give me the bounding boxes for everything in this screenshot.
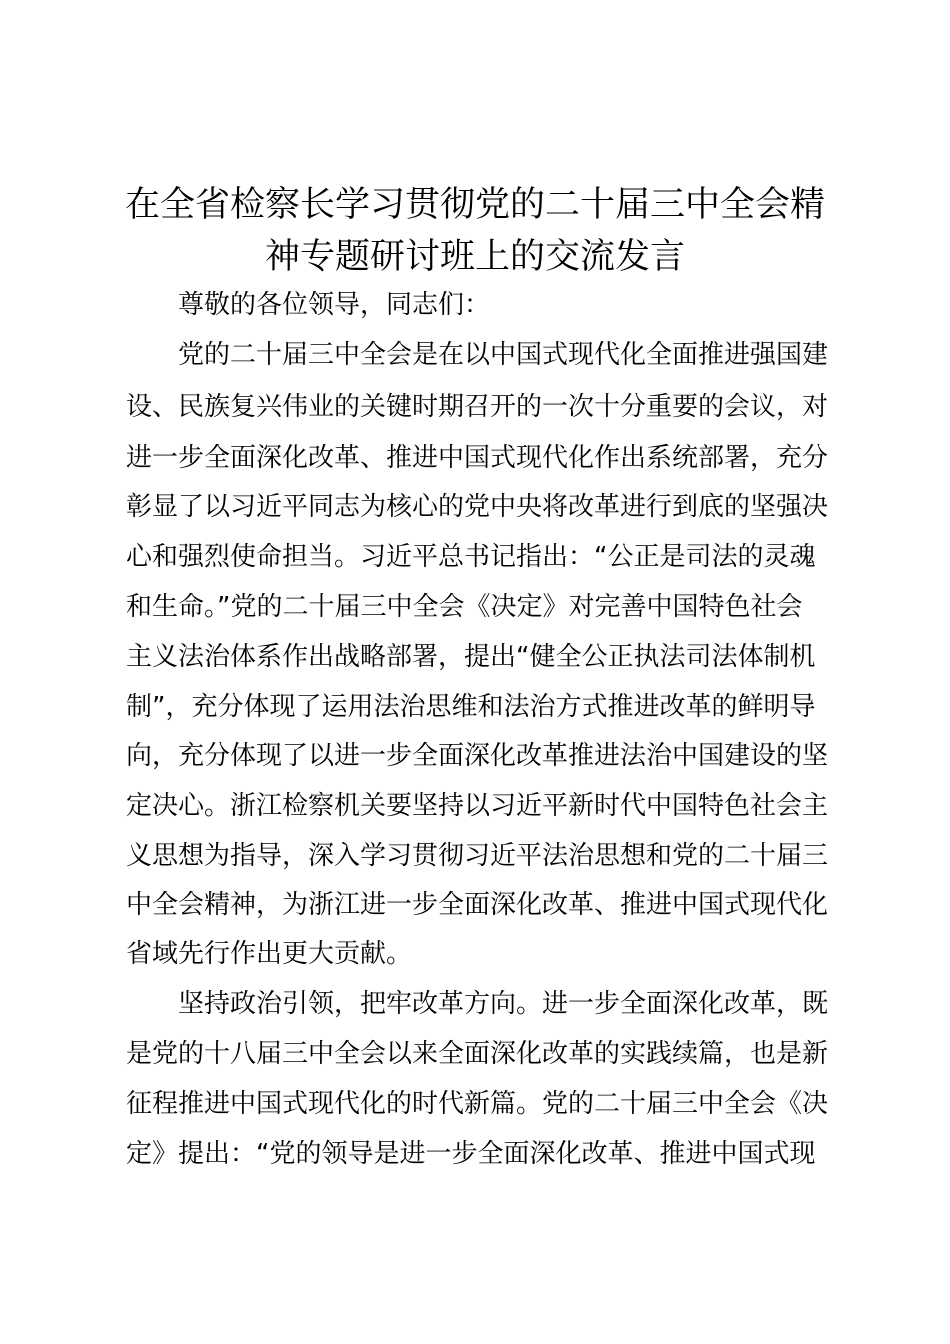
- paragraph-1-line: 党的二十届三中全会是在以中国式现代化全面推进强国建: [178, 340, 829, 370]
- paragraph-1-line: 定决心。浙江检察机关要坚持以习近平新时代中国特色社会主: [126, 791, 829, 821]
- document-title-line-2: 神专题研讨班上的交流发言: [264, 237, 685, 277]
- salutation: 尊敬的各位领导，同志们：: [178, 290, 491, 320]
- paragraph-1-line: 主义法治体系作出战略部署，提出“健全公正执法司法体制机: [126, 642, 816, 672]
- paragraph-1-line: 进一步全面深化改革、推进中国式现代化作出系统部署，充分: [126, 443, 829, 473]
- paragraph-1-line: 义思想为指导，深入学习贯彻习近平法治思想和党的二十届三: [126, 841, 829, 871]
- paragraph-1-line: 和生命。”党的二十届三中全会《决定》对完善中国特色社会: [126, 592, 803, 622]
- paragraph-2-line: 定》提出：“党的领导是进一步全面深化改革、推进中国式现: [126, 1139, 816, 1169]
- paragraph-2-line: 是党的十八届三中全会以来全面深化改革的实践续篇，也是新: [126, 1039, 829, 1069]
- paragraph-1-line: 省域先行作出更大贡献。: [126, 939, 413, 969]
- paragraph-1-line: 中全会精神，为浙江进一步全面深化改革、推进中国式现代化: [126, 890, 829, 920]
- paragraph-1-line: 心和强烈使命担当。习近平总书记指出：“公正是司法的灵魂: [126, 542, 816, 572]
- paragraph-1-line: 制”，充分体现了运用法治思维和法治方式推进改革的鲜明导: [126, 692, 816, 722]
- paragraph-2-line: 坚持政治引领，把牢改革方向。进一步全面深化改革，既: [178, 989, 829, 1019]
- paragraph-1-line: 设、民族复兴伟业的关键时期召开的一次十分重要的会议，对: [126, 392, 829, 422]
- paragraph-1-line: 彰显了以习近平同志为核心的党中央将改革进行到底的坚强决: [126, 492, 829, 522]
- paragraph-2-line: 征程推进中国式现代化的时代新篇。党的二十届三中全会《决: [126, 1089, 829, 1119]
- paragraph-1-line: 向，充分体现了以进一步全面深化改革推进法治中国建设的坚: [126, 741, 829, 771]
- document-title-line-1: 在全省检察长学习贯彻党的二十届三中全会精: [124, 185, 825, 225]
